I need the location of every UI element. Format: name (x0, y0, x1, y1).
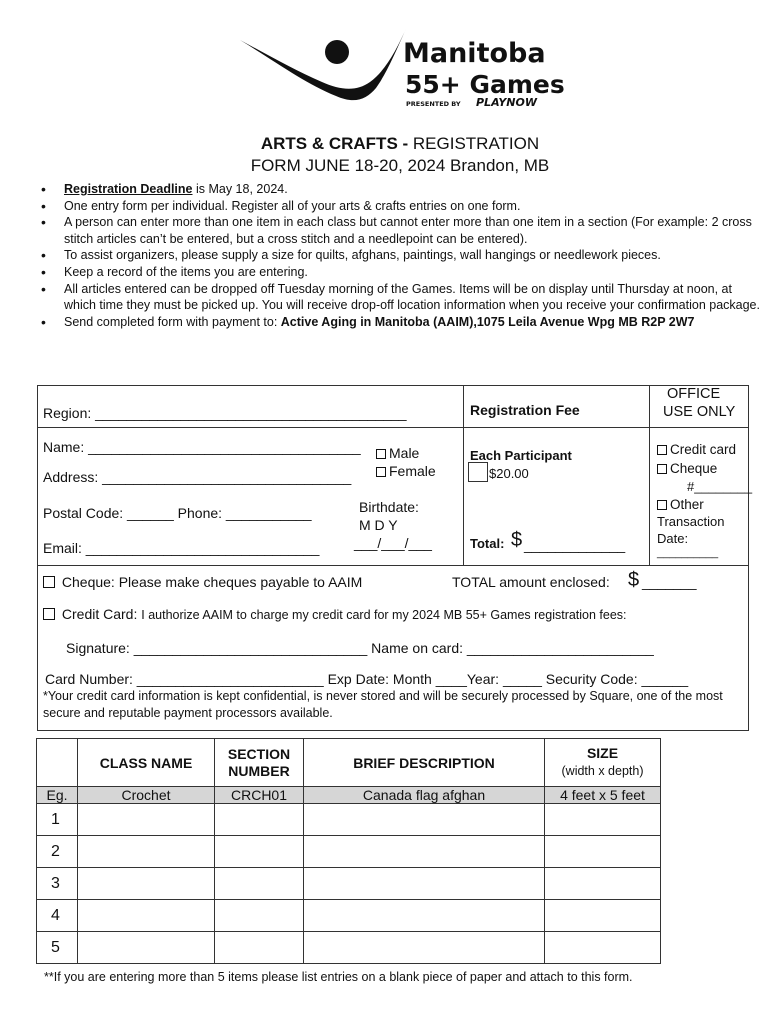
section-cell[interactable] (215, 836, 304, 868)
cheque-checkbox[interactable] (657, 464, 667, 474)
address-field[interactable]: Address: ________________________________ (43, 469, 352, 485)
row-number: 1 (37, 804, 78, 836)
enclosed-dollar: $ (628, 569, 640, 591)
header-section (215, 739, 304, 787)
section-cell[interactable] (215, 868, 304, 900)
cheque-payment-label: Cheque: Please make cheques payable to AAIM (61, 574, 363, 590)
female-label: Female (389, 463, 436, 479)
table-row (37, 836, 661, 868)
cheque-opt-label: Cheque (670, 461, 718, 476)
description-cell[interactable] (304, 836, 545, 868)
header-description: BRIEF DESCRIPTION (304, 739, 545, 787)
section-cell[interactable] (215, 900, 304, 932)
title-bold: ARTS & CRAFTS - (260, 134, 409, 153)
row-number: 2 (37, 836, 78, 868)
description-cell[interactable] (304, 868, 545, 900)
cheque-payment-checkbox[interactable] (43, 576, 55, 588)
size-cell[interactable] (545, 868, 661, 900)
example-section: CRCH01 (215, 787, 304, 804)
form-subtitle: FORM JUNE 18-20, 2024 Brandon, MB (250, 156, 550, 175)
total-line[interactable]: _____________ (524, 537, 626, 553)
female-checkbox[interactable] (376, 467, 386, 477)
example-size: 4 feet x 5 feet (545, 787, 661, 804)
logo-sponsor: PLAYNOW (476, 96, 537, 109)
rule-item: • All articles entered can be dropped off Tuesday morning of the Games. Items will be on display until Thursday at noon, at which time they must be picked up. You will receive drop-off location information when you receive your confirmation package. (44, 281, 766, 314)
rule-item: • A person can enter more than one item in each class but cannot enter more than one item in a section (For example: 2 cross stitch articles can’t be entered, but a cross stitch and a needlepoint can be entered). (44, 214, 766, 247)
other-opt-label: Other (670, 497, 704, 512)
deadline-text: is May 18, 2024. (192, 182, 288, 196)
female-option[interactable] (376, 463, 436, 479)
total-label: Total: (470, 536, 505, 551)
table-row (37, 932, 661, 964)
form-title (0, 134, 770, 154)
table-row (37, 900, 661, 932)
total-dollar: $ (511, 529, 523, 551)
registration-fee-label: Registration Fee (470, 402, 580, 418)
card-number-field[interactable]: Card Number: ________________________ Exp Date: Month ____Year: _____ Security Code: ______ (45, 671, 689, 687)
description-cell[interactable] (304, 900, 545, 932)
size-cell[interactable] (545, 804, 661, 836)
row-number: 5 (37, 932, 78, 964)
credit-card-opt-label: Credit card (670, 442, 737, 457)
name-field[interactable]: Name: ___________________________________ (43, 439, 361, 455)
header-class-name: CLASS NAME (78, 739, 215, 787)
header-size-sub: (width x depth) (561, 764, 644, 778)
rules-list (44, 181, 766, 330)
entries-table (36, 738, 661, 964)
row-number: 4 (37, 900, 78, 932)
rule-item: • Keep a record of the items you are entering. (44, 264, 766, 281)
size-cell[interactable] (545, 932, 661, 964)
table-row (37, 868, 661, 900)
cheque-number-line[interactable]: #________ (687, 479, 753, 494)
credit-card-option[interactable] (43, 606, 627, 622)
office-cheque (657, 461, 717, 476)
male-label: Male (389, 445, 420, 461)
description-cell[interactable] (304, 804, 545, 836)
size-cell[interactable] (545, 900, 661, 932)
birthdate-line[interactable]: ___/___/___ (354, 535, 432, 551)
example-description: Canada flag afghan (304, 787, 545, 804)
class-cell[interactable] (78, 900, 215, 932)
deadline-label: Registration Deadline (64, 182, 193, 196)
table-row (37, 804, 661, 836)
office-other (657, 497, 704, 512)
office-use-label: OFFICE (667, 386, 721, 402)
credit-card-label: Credit Card: (61, 606, 138, 622)
example-label: Eg. (37, 787, 78, 804)
birthdate-label: Birthdate: (359, 499, 419, 515)
section-cell[interactable] (215, 804, 304, 836)
each-participant-label: Each Participant (470, 448, 572, 463)
class-cell[interactable] (78, 932, 215, 964)
other-checkbox[interactable] (657, 500, 667, 510)
logo-presented-by: PRESENTED BY (406, 100, 461, 108)
send-to-address: Active Aging in Manitoba (AAIM),1075 Leila Avenue Wpg MB R2P 2W7 (280, 314, 695, 329)
divider (38, 565, 748, 566)
header-size (545, 739, 661, 787)
fee-checkbox[interactable] (468, 462, 488, 482)
fee-amount: $20.00 (489, 466, 529, 481)
example-row (37, 787, 661, 804)
cheque-payment-option[interactable] (43, 574, 362, 590)
male-checkbox[interactable] (376, 449, 386, 459)
total-enclosed-label: TOTAL amount enclosed: (452, 574, 610, 590)
credit-card-payment-checkbox[interactable] (43, 608, 55, 620)
signature-field[interactable]: Signature: ______________________________ Name on card: ________________________ (66, 640, 654, 656)
description-cell[interactable] (304, 932, 545, 964)
logo-line1: Manitoba (403, 38, 546, 69)
transaction-label: Transaction (657, 514, 725, 529)
footnote: **If you are entering more than 5 items please list entries on a blank piece of paper and attach to this form. (44, 970, 633, 984)
birthdate-mdy: M D Y (359, 517, 398, 533)
privacy-note: *Your credit card information is kept confidential, is never stored and will be securely processed by Square, one of the most secure and reputable payment processors available. (43, 689, 723, 720)
header-size-label: SIZE (586, 745, 619, 761)
postal-phone-field[interactable]: Postal Code: ______ Phone: ___________ (43, 505, 312, 521)
class-cell[interactable] (78, 804, 215, 836)
table-header-row (37, 739, 661, 787)
logo-line2: 55+ Games (405, 70, 565, 99)
date-line[interactable]: __________ (657, 547, 719, 559)
size-cell[interactable] (545, 836, 661, 868)
divider (463, 386, 464, 565)
class-cell[interactable] (78, 836, 215, 868)
divider (38, 427, 748, 428)
header-section-1: SECTION (227, 745, 291, 762)
rule-send-to (44, 314, 766, 331)
example-class: Crochet (78, 787, 215, 804)
section-cell[interactable] (215, 932, 304, 964)
registration-form-box (37, 385, 753, 731)
male-option[interactable] (376, 445, 419, 461)
date-label: Date: (657, 531, 689, 546)
rule-item: • One entry form per individual. Register all of your arts & crafts entries on one form. (44, 198, 766, 215)
header-blank (37, 739, 78, 787)
enclosed-line[interactable]: _______ (642, 574, 697, 590)
region-field[interactable]: Region: ________________________________________ (43, 405, 407, 421)
credit-card-authorization: I authorize AAIM to charge my credit card for my 2024 MB 55+ Games registration fees: (141, 608, 627, 622)
row-number: 3 (37, 868, 78, 900)
rule-deadline (44, 181, 766, 198)
header-section-2: NUMBER (228, 762, 290, 779)
office-credit-card (657, 442, 736, 457)
title-rest: REGISTRATION (408, 134, 540, 153)
send-to-text: Send completed form with payment to: (64, 314, 281, 329)
class-cell[interactable] (78, 868, 215, 900)
divider (649, 386, 650, 565)
manitoba-55-games-logo (236, 22, 565, 114)
office-use-label-2: USE ONLY (663, 404, 736, 420)
credit-card-checkbox[interactable] (657, 445, 667, 455)
rule-item: • To assist organizers, please supply a size for quilts, afghans, paintings, wall hangings or needlework pieces. (44, 247, 766, 264)
email-field[interactable]: Email: ______________________________ (43, 540, 320, 556)
